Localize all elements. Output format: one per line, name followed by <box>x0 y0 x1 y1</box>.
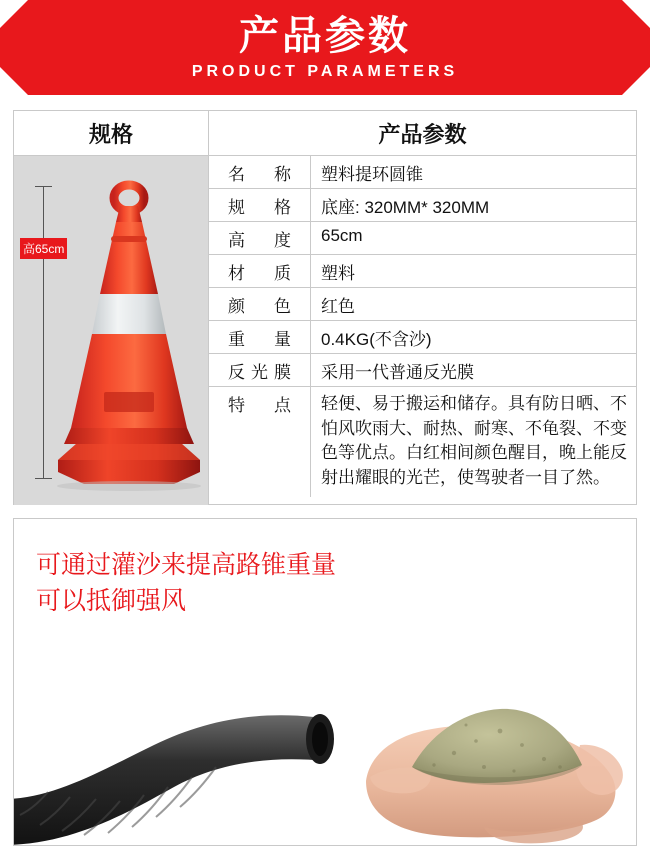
sand-photo <box>14 649 636 845</box>
spec-rows <box>209 156 636 505</box>
spec-label: 名 称 <box>209 156 311 188</box>
page-title: 产品参数 <box>239 13 411 58</box>
banner-corner-top-right <box>622 0 650 28</box>
height-measure-tick-top <box>35 186 52 187</box>
table-row <box>209 255 636 288</box>
page-subtitle: PRODUCT PARAMETERS <box>191 62 459 80</box>
table-row <box>209 222 636 255</box>
spec-value: 采用一代普通反光膜 <box>321 363 474 382</box>
banner-corner-top-left <box>0 0 28 28</box>
spec-label: 高 度 <box>209 222 311 254</box>
spec-value: 底座: 320MM* 320MM <box>321 198 490 217</box>
spec-label: 反光膜 <box>209 354 311 386</box>
table-row <box>209 288 636 321</box>
spec-value: 轻便、易于搬运和储存。具有防日晒、不怕风吹雨大、耐热、耐寒、不龟裂、不变色等优点。白红相间颜色醒目，晚上能反射出耀眼的光芒，使驾驶者一目了然。 <box>321 394 627 487</box>
sand-feature-line-1: 可通过灌沙来提高路锥重量 <box>36 551 337 579</box>
spec-panel <box>13 110 637 505</box>
table-row <box>209 156 636 189</box>
spec-value: 塑料提环圆锥 <box>321 165 423 184</box>
height-measure-tick-bottom <box>35 478 52 479</box>
table-row <box>209 321 636 354</box>
spec-label: 颜 色 <box>209 288 311 320</box>
page-header-banner <box>0 0 650 95</box>
banner-corner-bottom-right <box>622 67 650 95</box>
product-image-cell <box>14 156 209 505</box>
spec-table-header-row <box>14 111 636 156</box>
height-measure-line <box>43 186 44 478</box>
table-row <box>209 354 636 387</box>
spec-label: 规 格 <box>209 189 311 221</box>
sand-feature-line-2: 可以抵御强风 <box>36 587 187 616</box>
sand-feature-panel <box>13 518 637 846</box>
spec-label: 材 质 <box>209 255 311 287</box>
spec-label: 重 量 <box>209 321 311 353</box>
table-row <box>209 189 636 222</box>
table-row <box>209 387 636 497</box>
sand-photo-svg <box>14 649 636 845</box>
spec-header-right: 产品参数 <box>378 121 467 147</box>
traffic-cone-svg <box>54 176 204 491</box>
banner-text-block <box>191 13 459 80</box>
spec-table-body <box>14 156 636 505</box>
sand-feature-text <box>36 547 336 620</box>
spec-value: 红色 <box>321 297 355 316</box>
height-badge: 高65cm <box>20 238 67 259</box>
spec-label: 特 点 <box>209 387 311 497</box>
spec-header-left: 规格 <box>14 111 209 155</box>
banner-corner-bottom-left <box>0 67 28 95</box>
spec-value: 0.4KG(不含沙) <box>321 330 432 349</box>
traffic-cone-illustration <box>54 176 204 491</box>
spec-value: 塑料 <box>321 264 355 283</box>
spec-value: 65cm <box>321 226 363 245</box>
